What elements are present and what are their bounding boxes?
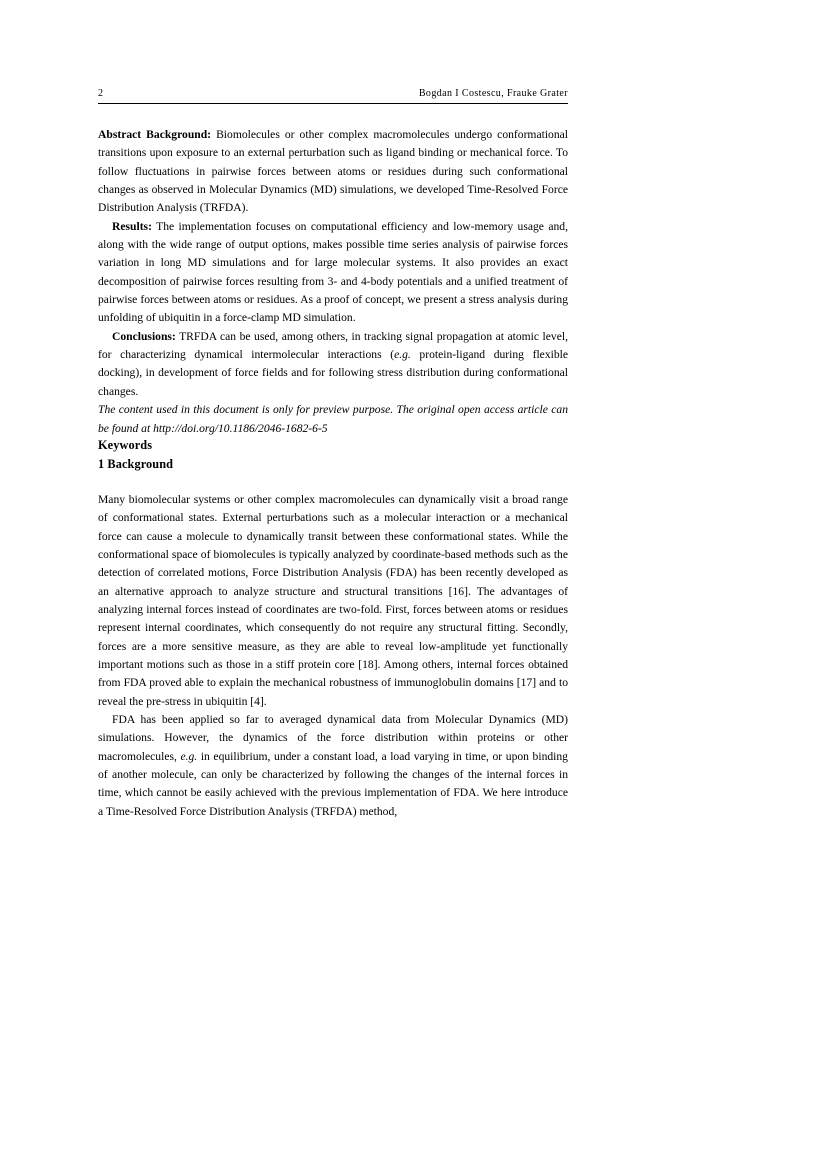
abstract-conclusions-text-2: protein-ligand during flexible docking), in development of force fields and for following stress distribution during conformational changes. <box>98 348 568 398</box>
background-paragraph-2-part-1: FDA has been applied so far to averaged dynamical data from Molecular Dynamics (MD) simulations. However, the dynamics of the force distribution within proteins or other macromolecules, <box>98 712 568 763</box>
running-authors: Bogdan I Costescu, Frauke Grater <box>418 88 568 99</box>
abstract-conclusions-label: Conclusions: <box>112 329 176 343</box>
background-paragraph-2-part-2: in equilibrium, under a constant load, a load varying in time, or upon binding of another molecule, can only be characterized by following the changes of the internal forces in time, which cannot be easily achieved with the previous implementation of FDA. We here introduce a Time-Resolved Force Distribution Analysis (TRFDA) method, <box>98 749 568 818</box>
abstract-results-label: Results: <box>112 219 152 233</box>
background-paragraph-2-eg: e.g. <box>180 749 198 763</box>
keywords-heading: Keywords <box>98 437 153 452</box>
background-body <box>98 491 568 821</box>
running-header <box>98 88 568 104</box>
preview-purpose-note: The content used in this document is only for preview purpose. The original open access article can be found at http://doi.org/10.1186/2046-1682-6-5 <box>98 403 568 435</box>
background-paragraph-1: Many biomolecular systems or other complex macromolecules can dynamically visit a broad range of conformational states. External perturbations such as a molecular interaction or a mechanical force can cause a molecule to dynamically transit between these conformational states. While the conformational space of biomolecules is typically analyzed by coordinate-based methods such as the detection of correlated motions, Force Distribution Analysis (FDA) has been recently developed as an alternative approach to analyze structure and structural transitions [16]. The advantages of analyzing internal forces instead of coordinates are two-fold. First, forces between atoms or residues represent internal coordinates, which consequently do not require any structural fitting. Secondly, forces are a more sensitive measure, as they are able to reveal low-amplitude yet functionally important motions such as those in a stiff protein core [18]. Among others, internal forces obtained from FDA proved able to explain the mechanical robustness of immunoglobulin domains [17] and to reveal the pre-stress in ubiquitin [4]. <box>98 492 568 708</box>
abstract-conclusions-text-1: TRFDA can be used, among others, in tracking signal propagation at atomic level, for characterizing dynamical intermolecular interactions ( <box>98 329 568 362</box>
abstract-background-label: Abstract Background: <box>98 128 212 141</box>
abstract-results-paragraph <box>98 218 568 328</box>
abstract-section <box>98 126 568 438</box>
abstract-background-text: Biomolecules or other complex macromolecules undergo conformational transitions upon exposure to an external perturbation such as ligand binding or mechanical force. To follow fluctuations in pairwise forces between atoms or residues during such conformational changes as observed in Molecular Dynamics (MD) simulations, we developed Time-Resolved Force Distribution Analysis (TRFDA). <box>98 128 568 215</box>
abstract-results-text: The implementation focuses on computational efficiency and low-memory usage and, along with the wide range of output options, makes possible time series analysis of pairwise forces variation in long MD simulations and for large molecular systems. It also provides an exact decomposition of pairwise forces resulting from 3- and 4-body potentials and a unified treatment of pairwise forces between atoms or residues. As a proof of concept, we present a stress analysis during unfolding of ubiquitin in a force-clamp MD simulation. <box>98 219 568 325</box>
page-content <box>98 88 568 821</box>
abstract-conclusions-eg: e.g. <box>394 348 411 362</box>
page-number: 2 <box>98 88 104 99</box>
abstract-background-paragraph <box>98 126 568 218</box>
background-heading: 1 Background <box>98 456 174 471</box>
abstract-conclusions-paragraph <box>98 328 568 401</box>
background-paragraph-2 <box>98 711 568 821</box>
